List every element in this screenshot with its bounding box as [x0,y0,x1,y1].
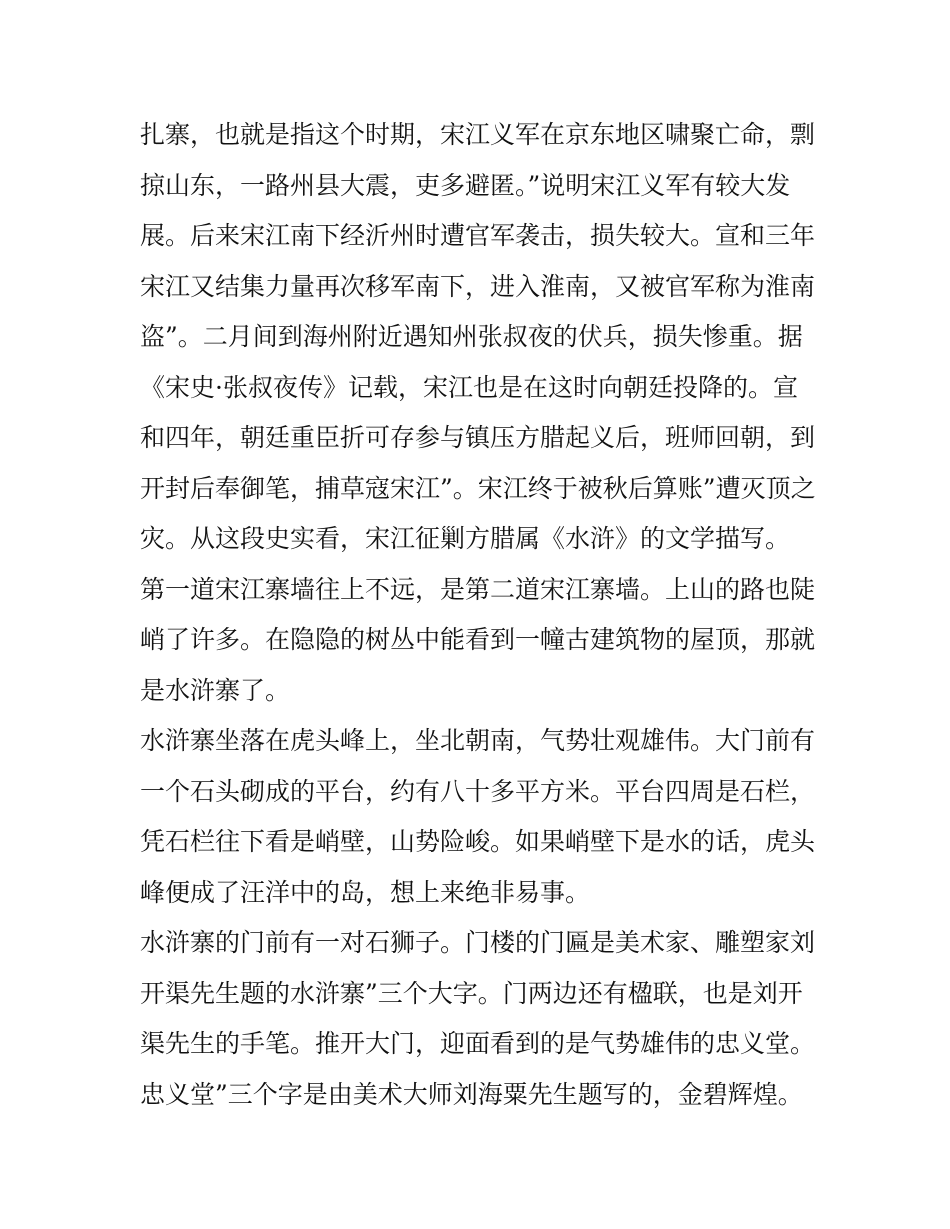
text-line: 渠先生的手笔。推开大门，迎面看到的是气势雄伟的忠义堂。 [140,1029,816,1058]
body-text [140,110,820,1120]
text-line: 掠山东，一路州县大震，吏多避匿。”说明宋江义军有较大发 [140,170,791,200]
text-line: 凭石栏往下看是峭壁，山势险峻。如果峭壁下是水的话，虎头 [140,827,816,856]
text-line: 是水浒寨了。 [140,675,291,705]
text-line: 峰便成了汪洋中的岛，想上来绝非易事。 [140,877,591,907]
text-line: 盗”。二月间到海州附近遇知州张叔夜的伏兵，损失惨重。据 [140,322,803,351]
text-line: 灾。从这段史实看，宋江征剿方腊属《水浒》的文学描写。 [140,524,791,553]
text-line: 扎寨，也就是指这个时期，宋江义军在京东地区啸聚亡命，剽 [140,120,816,149]
text-line: 水浒寨坐落在虎头峰上，坐北朝南，气势壮观雄伟。大门前有 [140,726,816,755]
text-line: 水浒寨的门前有一对石狮子。门楼的门匾是美术家、雕塑家刘 [140,928,816,957]
text-line: 峭了许多。在隐隐的树丛中能看到一幢古建筑物的屋顶，那就 [140,625,816,654]
text-line: 开渠先生题的水浒寨”三个大字。门两边还有楹联，也是刘开 [140,978,803,1008]
text-line: 开封后奉御笔，捕草寇宋江”。宋江终于被秋后算账”遭灭顶之 [140,473,816,503]
text-line: 展。后来宋江南下经沂州时遭官军袭击，损失较大。宣和三年 [140,221,816,250]
text-line: 第一道宋江寨墙往上不远，是第二道宋江寨墙。上山的路也陡 [140,574,816,604]
text-line: 忠义堂”三个字是由美术大师刘海粟先生题写的，金碧辉煌。 [140,1079,803,1109]
text-line: 宋江又结集力量再次移军南下，进入淮南，又被官军称为淮南 [140,271,816,301]
text-line: 和四年，朝廷重臣折可存参与镇压方腊起义后，班师回朝，到 [140,423,816,452]
text-line: 《宋史·张叔夜传》记载，宋江也是在这时向朝廷投降的。宣 [140,372,798,402]
text-line: 一个石头砌成的平台，约有八十多平方米。平台四周是石栏， [140,776,816,806]
